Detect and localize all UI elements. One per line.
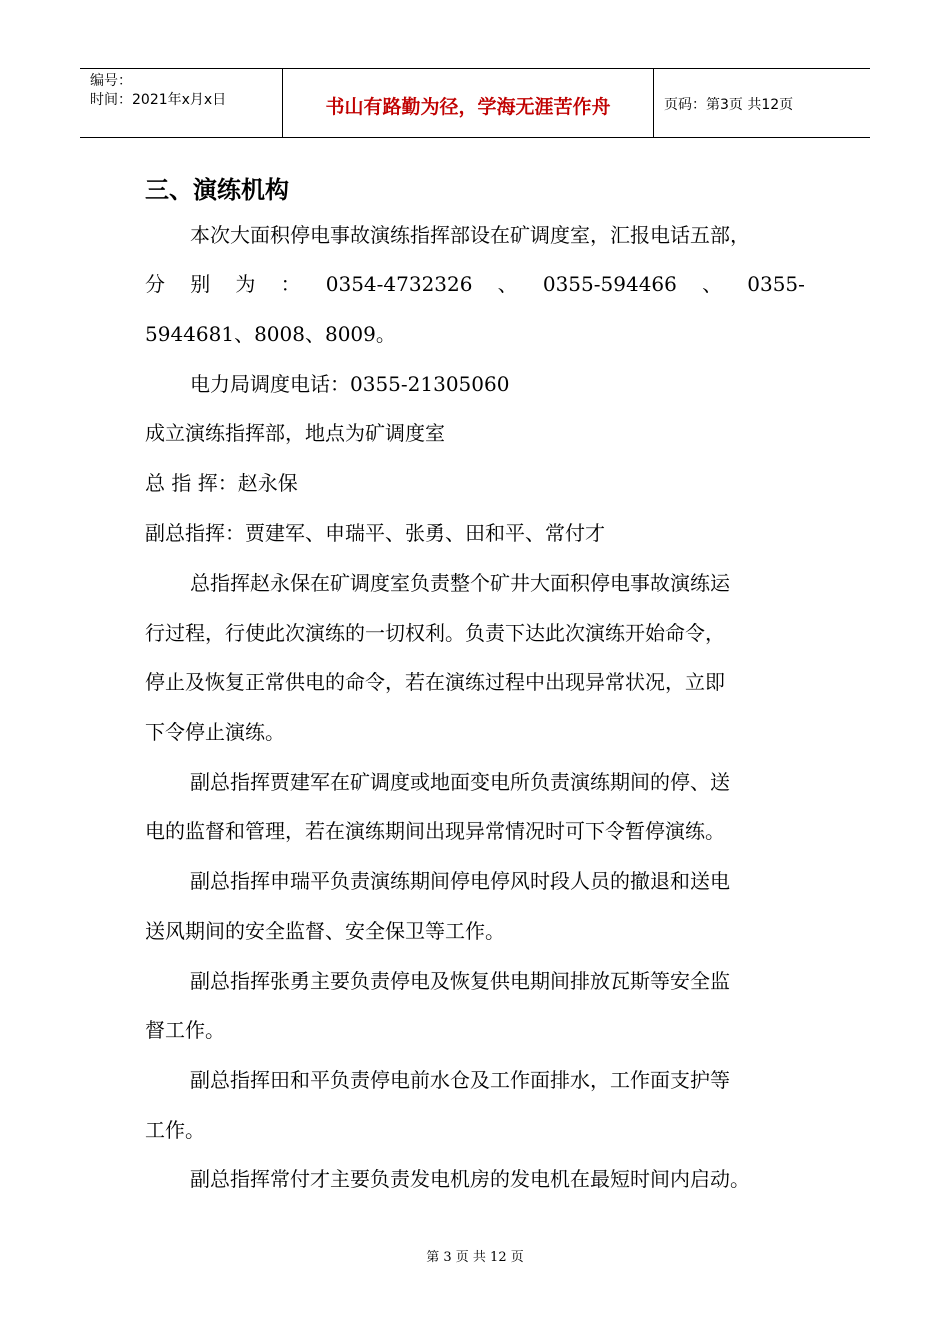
paragraph-line: 副总指挥张勇主要负责停电及恢复供电期间排放瓦斯等安全监 — [190, 969, 730, 993]
paragraph-line: 工作。 — [145, 1118, 205, 1142]
page-footer: 第 3 页 共 12 页 — [426, 1250, 524, 1265]
paragraph-line: 送风期间的安全监督、安全保卫等工作。 — [145, 919, 505, 943]
phone-list-part: 别 — [190, 272, 211, 296]
section-title: 三、演练机构 — [145, 176, 289, 204]
paragraph-line: 行过程，行使此次演练的一切权利。负责下达此次演练开始命令， — [145, 621, 725, 645]
header-motto-cell — [282, 69, 654, 137]
header-motto: 书山有路勤为径，学海无涯苦作舟 — [325, 96, 611, 118]
header-page-info: 页码：第3页 共12页 — [664, 97, 794, 113]
command-location: 成立演练指挥部，地点为矿调度室 — [145, 421, 445, 445]
paragraph-line: 副总指挥贾建军在矿调度或地面变电所负责演练期间的停、送 — [190, 770, 730, 794]
paragraph-line: 总指挥赵永保在矿调度室负责整个矿井大面积停电事故演练运 — [190, 571, 730, 595]
document-header — [80, 68, 870, 138]
paragraph-line: 副总指挥田和平负责停电前水仓及工作面排水，工作面支护等 — [190, 1068, 730, 1092]
phone-list-part: 、 — [702, 272, 723, 296]
paragraph-line: 5944681、8008、8009。 — [145, 322, 396, 346]
document-number-label: 编号： — [90, 73, 132, 89]
paragraph-line: 停止及恢复正常供电的命令，若在演练过程中出现异常状况，立即 — [145, 670, 725, 694]
phone-list-part: 0355- — [747, 272, 805, 296]
phone-list-line — [145, 271, 805, 297]
power-bureau-phone: 电力局调度电话：0355-21305060 — [190, 372, 510, 396]
phone-list-part: 0355-594466 — [542, 272, 677, 296]
paragraph-line: 副总指挥申瑞平负责演练期间停电停风时段人员的撤退和送电 — [190, 869, 730, 893]
paragraph-line: 督工作。 — [145, 1018, 225, 1042]
document-date: 时间：2021年x月x日 — [90, 92, 227, 108]
paragraph-line: 本次大面积停电事故演练指挥部设在矿调度室，汇报电话五部， — [190, 223, 750, 247]
phone-list-part: 为 — [235, 272, 256, 296]
paragraph-line: 下令停止演练。 — [145, 720, 285, 744]
header-meta-cell — [80, 69, 282, 137]
phone-list-part: 分 — [145, 272, 165, 296]
paragraph-line: 电的监督和管理，若在演练期间出现异常情况时可下令暂停演练。 — [145, 819, 725, 843]
paragraph-line: 副总指挥常付才主要负责发电机房的发电机在最短时间内启动。 — [190, 1167, 750, 1191]
phone-list-part: ： — [280, 272, 301, 296]
deputy-commanders: 副总指挥：贾建军、申瑞平、张勇、田和平、常付才 — [145, 521, 605, 545]
chief-commander: 总 指 挥：赵永保 — [145, 471, 298, 495]
phone-list-part: 、 — [497, 272, 518, 296]
header-page-cell — [654, 69, 870, 137]
phone-list-part: 0354-4732326 — [325, 272, 473, 296]
